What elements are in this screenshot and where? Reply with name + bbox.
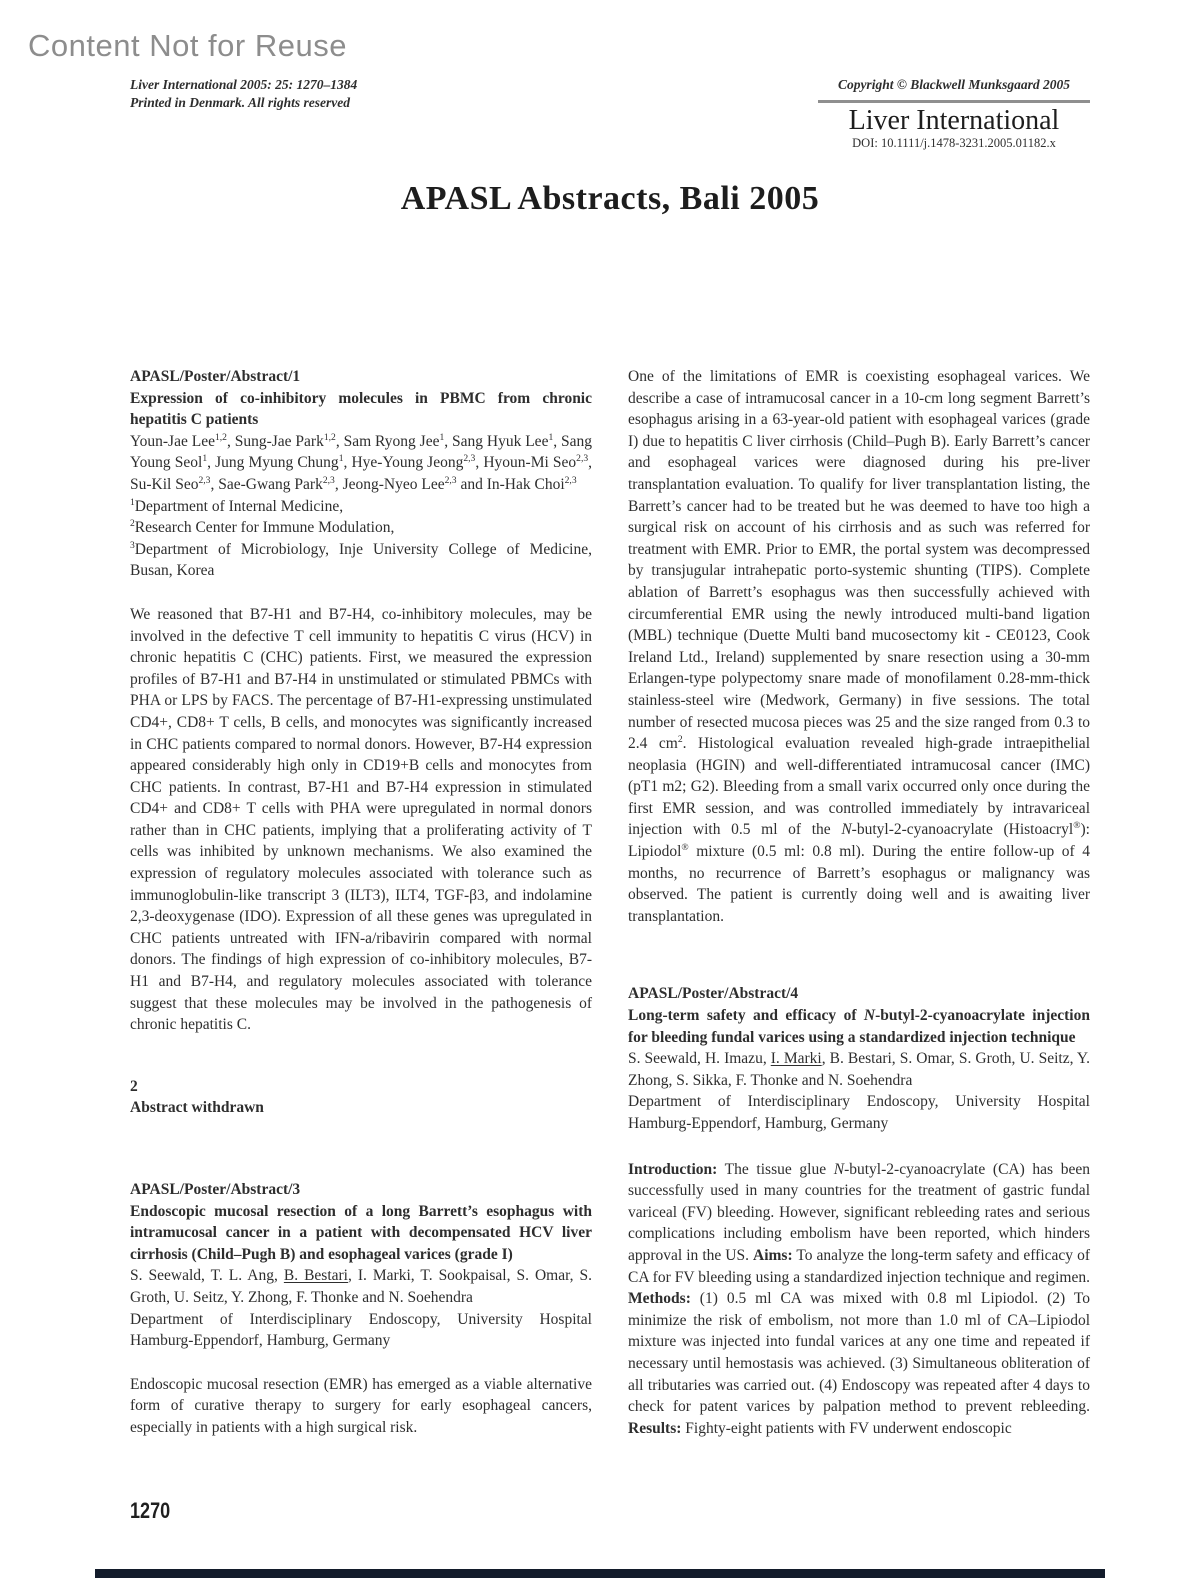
abstract-1-affiliation-3: $^3$Department of Microbiology, Inje University College of Medicine, Busan, Korea: [130, 539, 592, 580]
copyright-line: Copyright © Blackwell Munksgaard 2005: [837, 77, 1071, 92]
abstract-3-body-left: Endoscopic mucosal resection (EMR) has emerged as a viable alternative form of curative therapy to surgery for early esophageal cancers, especially in patients with a high surgical risk.: [130, 1375, 592, 1436]
abstract-3-block: [130, 1179, 592, 1439]
abstract-3-id: APASL/Poster/Abstract/3: [130, 1181, 301, 1198]
abstract-4-title: Long-term safety and efficacy of N-butyl-2-cyanoacrylate injection for bleeding fundal varices using a standardized injection technique: [628, 1007, 1090, 1046]
abstract-1-authors: Youn-Jae Lee$^{1,2}$, Sung-Jae Park$^{1,2}$, Sam Ryong Jee$^1$, Sang Hyuk Lee$^1$, Sang Young Seol$^1$, Jung Myung Chung$^1$, Hye-Young Jeong$^{2,3}$, Hyoun-Mi Seo$^{2,3}$, Su-Kil Seo$^{2,3}$, Sae-Gwang Park$^{2,3}$, Jeong-Nyeo Lee$^{2,3}$ and In-Hak Choi$^{2,3}$: [130, 431, 593, 493]
abstract-4-id: APASL/Poster/Abstract/4: [628, 985, 799, 1003]
journal-reference-line1: Liver International 2005: 25: 1270–1384: [130, 77, 358, 92]
abstract-2-number: 2: [130, 1077, 138, 1095]
journal-masthead: [818, 76, 1090, 151]
left-column: [130, 366, 592, 1439]
abstract-3-affiliation: Department of Interdisciplinary Endoscopy, University Hospital Hamburg-Eppendorf, Hamburg, Germany: [130, 1310, 592, 1350]
masthead-rule: [818, 100, 1090, 103]
abstract-1-id: APASL/Poster/Abstract/1: [130, 368, 301, 385]
page-title: APASL Abstracts, Bali 2005: [400, 180, 820, 217]
right-column: [628, 366, 1090, 1439]
abstract-3-authors: S. Seewald, T. L. Ang, B. Bestari, I. Marki, T. Sookpaisal, S. Omar, S. Groth, U. Seitz, Y. Zhong, F. Thonke and N. Soehendra: [130, 1267, 592, 1306]
watermark-text: Content Not for Reuse: [28, 28, 347, 63]
abstract-4-body: Introduction: The tissue glue N-butyl-2-cyanoacrylate (CA) has been successfully used in many countries for the treatment of gastric fundal variceal (FV) bleeding. However, significant rebleeding rates and serious complications including embolism have been reported, which hinders approval in the US. Aims: To analyze the long-term safety and efficacy of CA for FV bleeding using a standardized injection technique and regimen. Methods: (1) 0.5 ml CA was mixed with 0.8 ml Lipiodol. (2) To minimize the risk of embolism, not more than 1.0 ml of CA–Lipiodol mixture was injected into fundal varices at any one time and repeated if necessary until hemostasis was achieved. (3) Simultaneous obliteration of all tributaries was carried out. (4) Endoscopy was repeated after 4 days to check for patent varices by palpation method to prevent rebleeding. Results: Fighty-eight patients with FV underwent endoscopic: [628, 1160, 1090, 1437]
abstract-1-affiliation-2: $^2$Research Center for Immune Modulation,: [130, 518, 395, 537]
abstract-3-body-right: One of the limitations of EMR is coexisting esophageal varices. We describe a case of intramucosal cancer in a 10-cm long segment Barrett’s esophagus arising in a 63-year-old patient with esophageal varices (grade I) due to hepatitis C liver cirrhosis (Child–Pugh B). Early Barrett’s cancer and esophageal varices were diagnosed during his pre-liver transplantation evaluation. To qualify for liver transplantation listing, the Barrett’s cancer had to be treated but he was deemed to have too high a surgical risk on account of his cirrhosis and as such was referred for treatment with EMR. Prior to EMR, the portal system was decompressed by transjugular intrahepatic porto-systemic shunting (TIPS). Complete ablation of Barrett’s esophagus was then successfully achieved with circumferential EMR using the newly introduced multi-band ligation (MBL) technique (Duette Multi band mucosectomy kit - CE0123, Cook Ireland Ltd., Ireland) supplemented by snare resection using a 30-mm Erlangen-type polypectomy snare made of monofilament 0.28-mm-thick stainless-steel wire (Medwork, Germany) in five sessions. The total number of resected mucosa pieces was 25 and the size ranged from 0.3 to 2.4 $cm^2$. Histological evaluation revealed high-grade intraepithelial neoplasia (HGIN) and well-differentiated intramucosal cancer (IMC) (pT1 m2; G2). Bleeding from a small varix occurred only once during the first EMR session, and was controlled immediately by intravariceal injection with 0.5 ml of the N-butyl-2-cyanoacrylate (Histoacryl®): Lipiodol® mixture (0.5 ml: 0.8 ml). During the entire follow-up of 4 months, no recurrence of Barrett’s esophagus or malignancy was observed. The patient is currently doing well and is awaiting liver transplantation.: [628, 368, 1090, 925]
bottom-bar: [95, 1569, 1105, 1578]
abstract-1-title: Expression of co-inhibitory molecules in PBMC from chronic hepatitis C patients: [130, 389, 592, 429]
abstract-4-affiliation: Department of Interdisciplinary Endoscopy, University Hospital Hamburg-Eppendorf, Hamburg, Germany: [628, 1093, 1090, 1132]
abstract-2-status: Abstract withdrawn: [130, 1099, 264, 1117]
abstract-4-authors: S. Seewald, H. Imazu, I. Marki, B. Bestari, S. Omar, S. Groth, U. Seitz, Y. Zhong, S. Sikka, F. Thonke and N. Soehendra: [628, 1050, 1090, 1089]
journal-reference-line2: Printed in Denmark. All rights reserved: [130, 94, 351, 110]
journal-name: Liver International: [848, 104, 1060, 136]
abstract-4-block: [628, 983, 1090, 1439]
abstract-1-affiliations: [130, 496, 592, 582]
abstract-1-body: We reasoned that B7-H1 and B7-H4, co-inhibitory molecules, may be involved in the defective T cell immunity to hepatitis C virus (HCV) in chronic hepatitis C (CHC) patients. First, we measured the expression profiles of B7-H1 and B7-H4 in unstimulated or stimulated PBMCs with PHA or LPS by FACS. The percentage of B7-H1-expressing unstimulated CD4+, CD8+ T cells, B cells, and monocytes was significantly increased in CHC patients compared to normal donors. However, B7-H4 expression appeared considerably high only in CD19+B cells and monocytes from CHC patients. In contrast, B7-H1 and B7-H4 expression in stimulated CD4+ and CD8+ T cells with PHA were upregulated in normal donors rather than in CHC patients, implying that a proliferating activity of T cells was inhibited by unknown mechanisms. We also examined the expression of regulatory molecules associated with tolerance such as immunoglobulin-like transcript 3 (ILT3), ILT4, TGF-β3, and indolamine 2,3-deoxygenase (IDO). Expression of all these genes was upregulated in CHC patients untreated with IFN-a/ribavirin compared with normal donors. The findings of high expression of co-inhibitory molecules, B7-H1 and B7-H4, and regulatory molecules associated with tolerance suggest that these molecules may be involved in the pathogenesis of chronic hepatitis C.: [130, 605, 592, 1034]
abstract-3-title: Endoscopic mucosal resection of a long Barrett’s esophagus with intramucosal cancer in a patient with decompensated HCV liver cirrhosis (Child–Pugh B) and esophageal varices (grade I): [130, 1202, 592, 1263]
doi-line: DOI: 10.1111/j.1478-3231.2005.01182.x: [852, 135, 1056, 150]
abstract-2-block: [130, 1076, 592, 1119]
abstract-1-affiliation-1: $^1$Department of Internal Medicine,: [130, 496, 344, 515]
page-number: 1270: [130, 1498, 171, 1523]
journal-reference: [130, 76, 357, 111]
